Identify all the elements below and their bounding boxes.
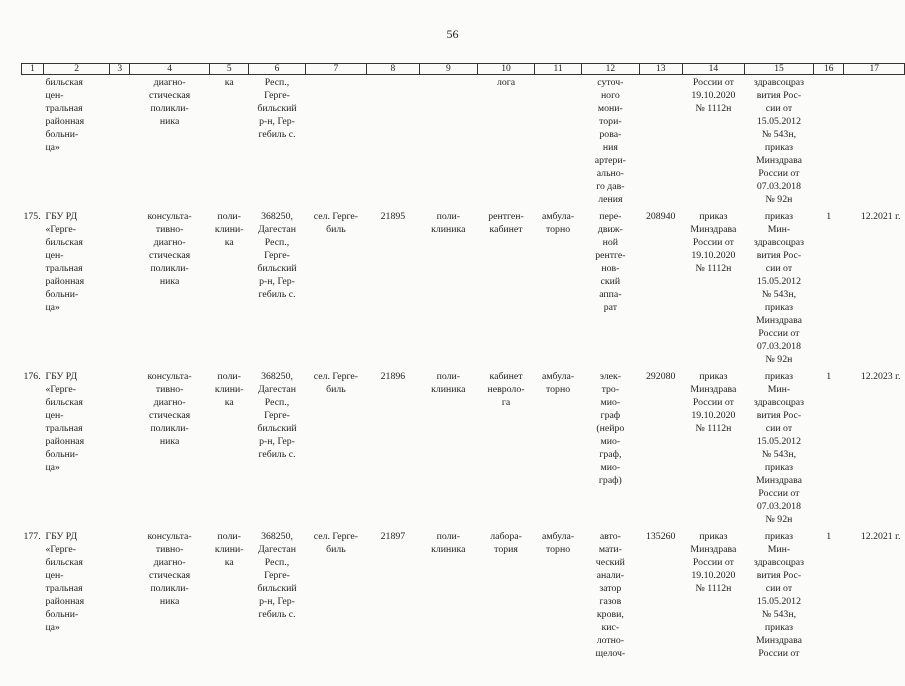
table-cell xyxy=(22,75,44,207)
page-number: 56 xyxy=(446,27,459,41)
table-cell: консульта- тивно- диагно- стическая поликли- ника xyxy=(147,211,192,287)
table-cell xyxy=(305,75,367,207)
table-cell: сел. Герге- биль xyxy=(313,531,359,555)
table-cell: лабора- тория xyxy=(490,531,522,555)
table-cell: ГБУ РД «Герге- бильская цен- тральная районная больни- ца» xyxy=(45,531,85,633)
table-cell: 1 xyxy=(826,371,832,382)
table-cell: лога xyxy=(496,77,516,88)
table-cell: приказ Мин- здравсоцраз вития Рос- сии от 15.05.2012 № 543н, приказ Минздрава России от 07.03.2018 № 92н xyxy=(753,371,804,525)
column-number: 15 xyxy=(744,64,813,75)
column-number: 7 xyxy=(305,64,367,75)
table-cell xyxy=(534,75,581,207)
table-cell: консульта- тивно- диагно- стическая поликли- ника xyxy=(147,531,192,607)
column-number: 8 xyxy=(367,64,419,75)
table-cell xyxy=(110,206,130,366)
table-cell: амбула- торно xyxy=(541,371,575,395)
table-cell: 177. xyxy=(23,531,41,542)
table-cell: сел. Герге- биль xyxy=(313,371,359,395)
column-number: 1 xyxy=(22,64,44,75)
table-cell: амбула- торно xyxy=(541,531,575,555)
column-number-row xyxy=(22,64,905,75)
table-cell xyxy=(419,75,478,207)
table-cell: элек- тро- мио- граф (нейро мио- граф, мио- граф) xyxy=(596,371,625,486)
table-cell: рентген- кабинет xyxy=(488,211,524,235)
table-cell: 176. xyxy=(23,371,41,382)
table-cell: поли- клини- ка xyxy=(214,531,244,568)
table-cell: приказ Минздрава России от 19.10.2020 № 1112н xyxy=(690,211,737,274)
table-cell: поли- клини- ка xyxy=(214,371,244,408)
table-row xyxy=(22,75,905,207)
table-cell: приказ Минздрава России от 19.10.2020 № 1112н xyxy=(690,531,737,594)
column-number: 6 xyxy=(249,64,305,75)
column-number: 17 xyxy=(844,64,905,75)
table-cell xyxy=(110,526,130,686)
table-cell xyxy=(844,75,905,207)
column-number: 14 xyxy=(682,64,744,75)
table-cell: поли- клиника xyxy=(431,371,466,395)
table-cell xyxy=(110,75,130,207)
table-cell: диагно- стическая поликли- ника xyxy=(148,77,191,127)
table-cell: 12.2021 г. xyxy=(860,211,901,222)
table-cell: 208940 xyxy=(646,211,676,222)
table-cell: поли- клини- ка xyxy=(214,211,244,248)
table-cell: бильская цен- тральная районная больни- ца» xyxy=(45,77,85,153)
table-row xyxy=(22,206,905,366)
table-cell: 21897 xyxy=(380,531,406,542)
table-cell: 368250, Дагестан Респ., Герге- бильский р-н, Гер- гебиль с. xyxy=(257,211,297,300)
table-cell: суточ- ного мони- тори- рова- ния артери- ально- го дав- ления xyxy=(594,77,626,205)
column-number: 13 xyxy=(639,64,682,75)
table-cell: сел. Герге- биль xyxy=(313,211,359,235)
table-cell xyxy=(813,75,844,207)
table-cell xyxy=(367,75,419,207)
table-cell: амбула- торно xyxy=(541,211,575,235)
table-cell xyxy=(639,75,682,207)
column-number: 12 xyxy=(582,64,639,75)
column-number: 10 xyxy=(478,64,535,75)
table-cell: 1 xyxy=(826,531,832,542)
table-cell: здравсоцраз вития Рос- сии от 15.05.2012 № 543н, приказ Минздрава России от 07.03.2018 № 92н xyxy=(753,77,804,205)
table-cell: поли- клиника xyxy=(431,531,466,555)
table-cell: кабинет невроло- га xyxy=(487,371,525,408)
table-cell: ГБУ РД «Герге- бильская цен- тральная районная больни- ца» xyxy=(45,371,85,473)
column-number: 5 xyxy=(209,64,249,75)
table-cell: приказ Мин- здравсоцраз вития Рос- сии от 15.05.2012 № 543н, приказ Минздрава России от 07.03.2018 № 92н xyxy=(753,211,804,365)
column-number: 11 xyxy=(534,64,581,75)
table-cell: ГБУ РД «Герге- бильская цен- тральная районная больни- ца» xyxy=(45,211,85,313)
table-cell: ка xyxy=(224,77,234,88)
table-cell: консульта- тивно- диагно- стическая поликли- ника xyxy=(147,371,192,447)
data-table xyxy=(21,63,905,686)
table-cell: 21895 xyxy=(380,211,406,222)
table-row xyxy=(22,366,905,526)
table-cell: Респ., Герге- бильский р-н, Гер- гебиль с. xyxy=(257,77,297,140)
table-cell xyxy=(110,366,130,526)
table-cell: 175. xyxy=(23,211,41,222)
table-cell: 368250, Дагестан Респ., Герге- бильский р-н, Гер- гебиль с. xyxy=(257,531,297,620)
column-number: 2 xyxy=(43,64,109,75)
table-cell: пере- движ- ной рентге- нов- ский аппа- рат xyxy=(595,211,626,313)
table-cell: 1 xyxy=(826,211,832,222)
column-number: 9 xyxy=(419,64,478,75)
table-cell: поли- клиника xyxy=(431,211,466,235)
table-cell: 12.2021 г. xyxy=(860,531,901,542)
table-cell: авто- мати- ческий анали- затор газов крови, кис- лотно- щелоч- xyxy=(595,531,626,659)
table-cell: 21896 xyxy=(380,371,406,382)
table-row xyxy=(22,526,905,686)
table-cell: приказ Мин- здравсоцраз вития Рос- сии от 15.05.2012 № 543н, приказ Минздрава России от xyxy=(753,531,804,659)
table-cell: 292080 xyxy=(646,371,676,382)
table-cell: 135260 xyxy=(646,531,676,542)
table-cell: приказ Минздрава России от 19.10.2020 № 1112н xyxy=(690,371,737,434)
table-cell: 368250, Дагестан Респ., Герге- бильский р-н, Гер- гебиль с. xyxy=(257,371,297,460)
table-cell: 12.2023 г. xyxy=(860,371,901,382)
column-number: 3 xyxy=(110,64,130,75)
column-number: 16 xyxy=(813,64,844,75)
table-cell: России от 19.10.2020 № 1112н xyxy=(691,77,736,114)
column-number: 4 xyxy=(130,64,210,75)
